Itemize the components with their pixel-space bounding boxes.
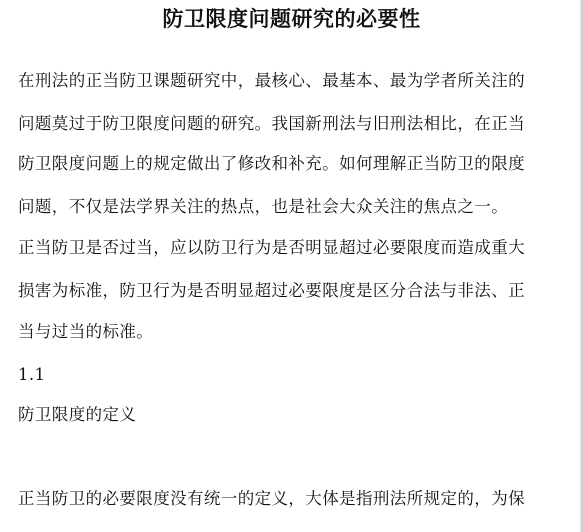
- section-number: 1.1: [18, 365, 46, 384]
- section-heading: 防卫限度的定义: [18, 405, 137, 424]
- paragraph-line: 正当防卫的必要限度没有统一的定义，大体是指刑法所规定的，为保: [18, 489, 525, 508]
- paragraph-line: 问题，不仅是法学界关注的热点，也是社会大众关注的焦点之一。: [18, 197, 509, 216]
- paragraph-line: 问题莫过于防卫限度问题的研究。我国新刑法与旧刑法相比，在正当: [18, 114, 525, 133]
- document-title: 防卫限度问题研究的必要性: [162, 6, 421, 31]
- paragraph-line: 正当防卫是否过当，应以防卫行为是否明显超过必要限度而造成重大: [18, 238, 525, 257]
- paragraph-line: 防卫限度问题上的规定做出了修改和补充。如何理解正当防卫的限度: [18, 154, 525, 173]
- paragraph-line: 损害为标准，防卫行为是否明显超过必要限度是区分合法与非法、正: [18, 281, 525, 300]
- paragraph-line: 在刑法的正当防卫课题研究中，最核心、最基本、最为学者所关注的: [18, 71, 525, 90]
- paragraph-line: 当与过当的标准。: [18, 322, 154, 341]
